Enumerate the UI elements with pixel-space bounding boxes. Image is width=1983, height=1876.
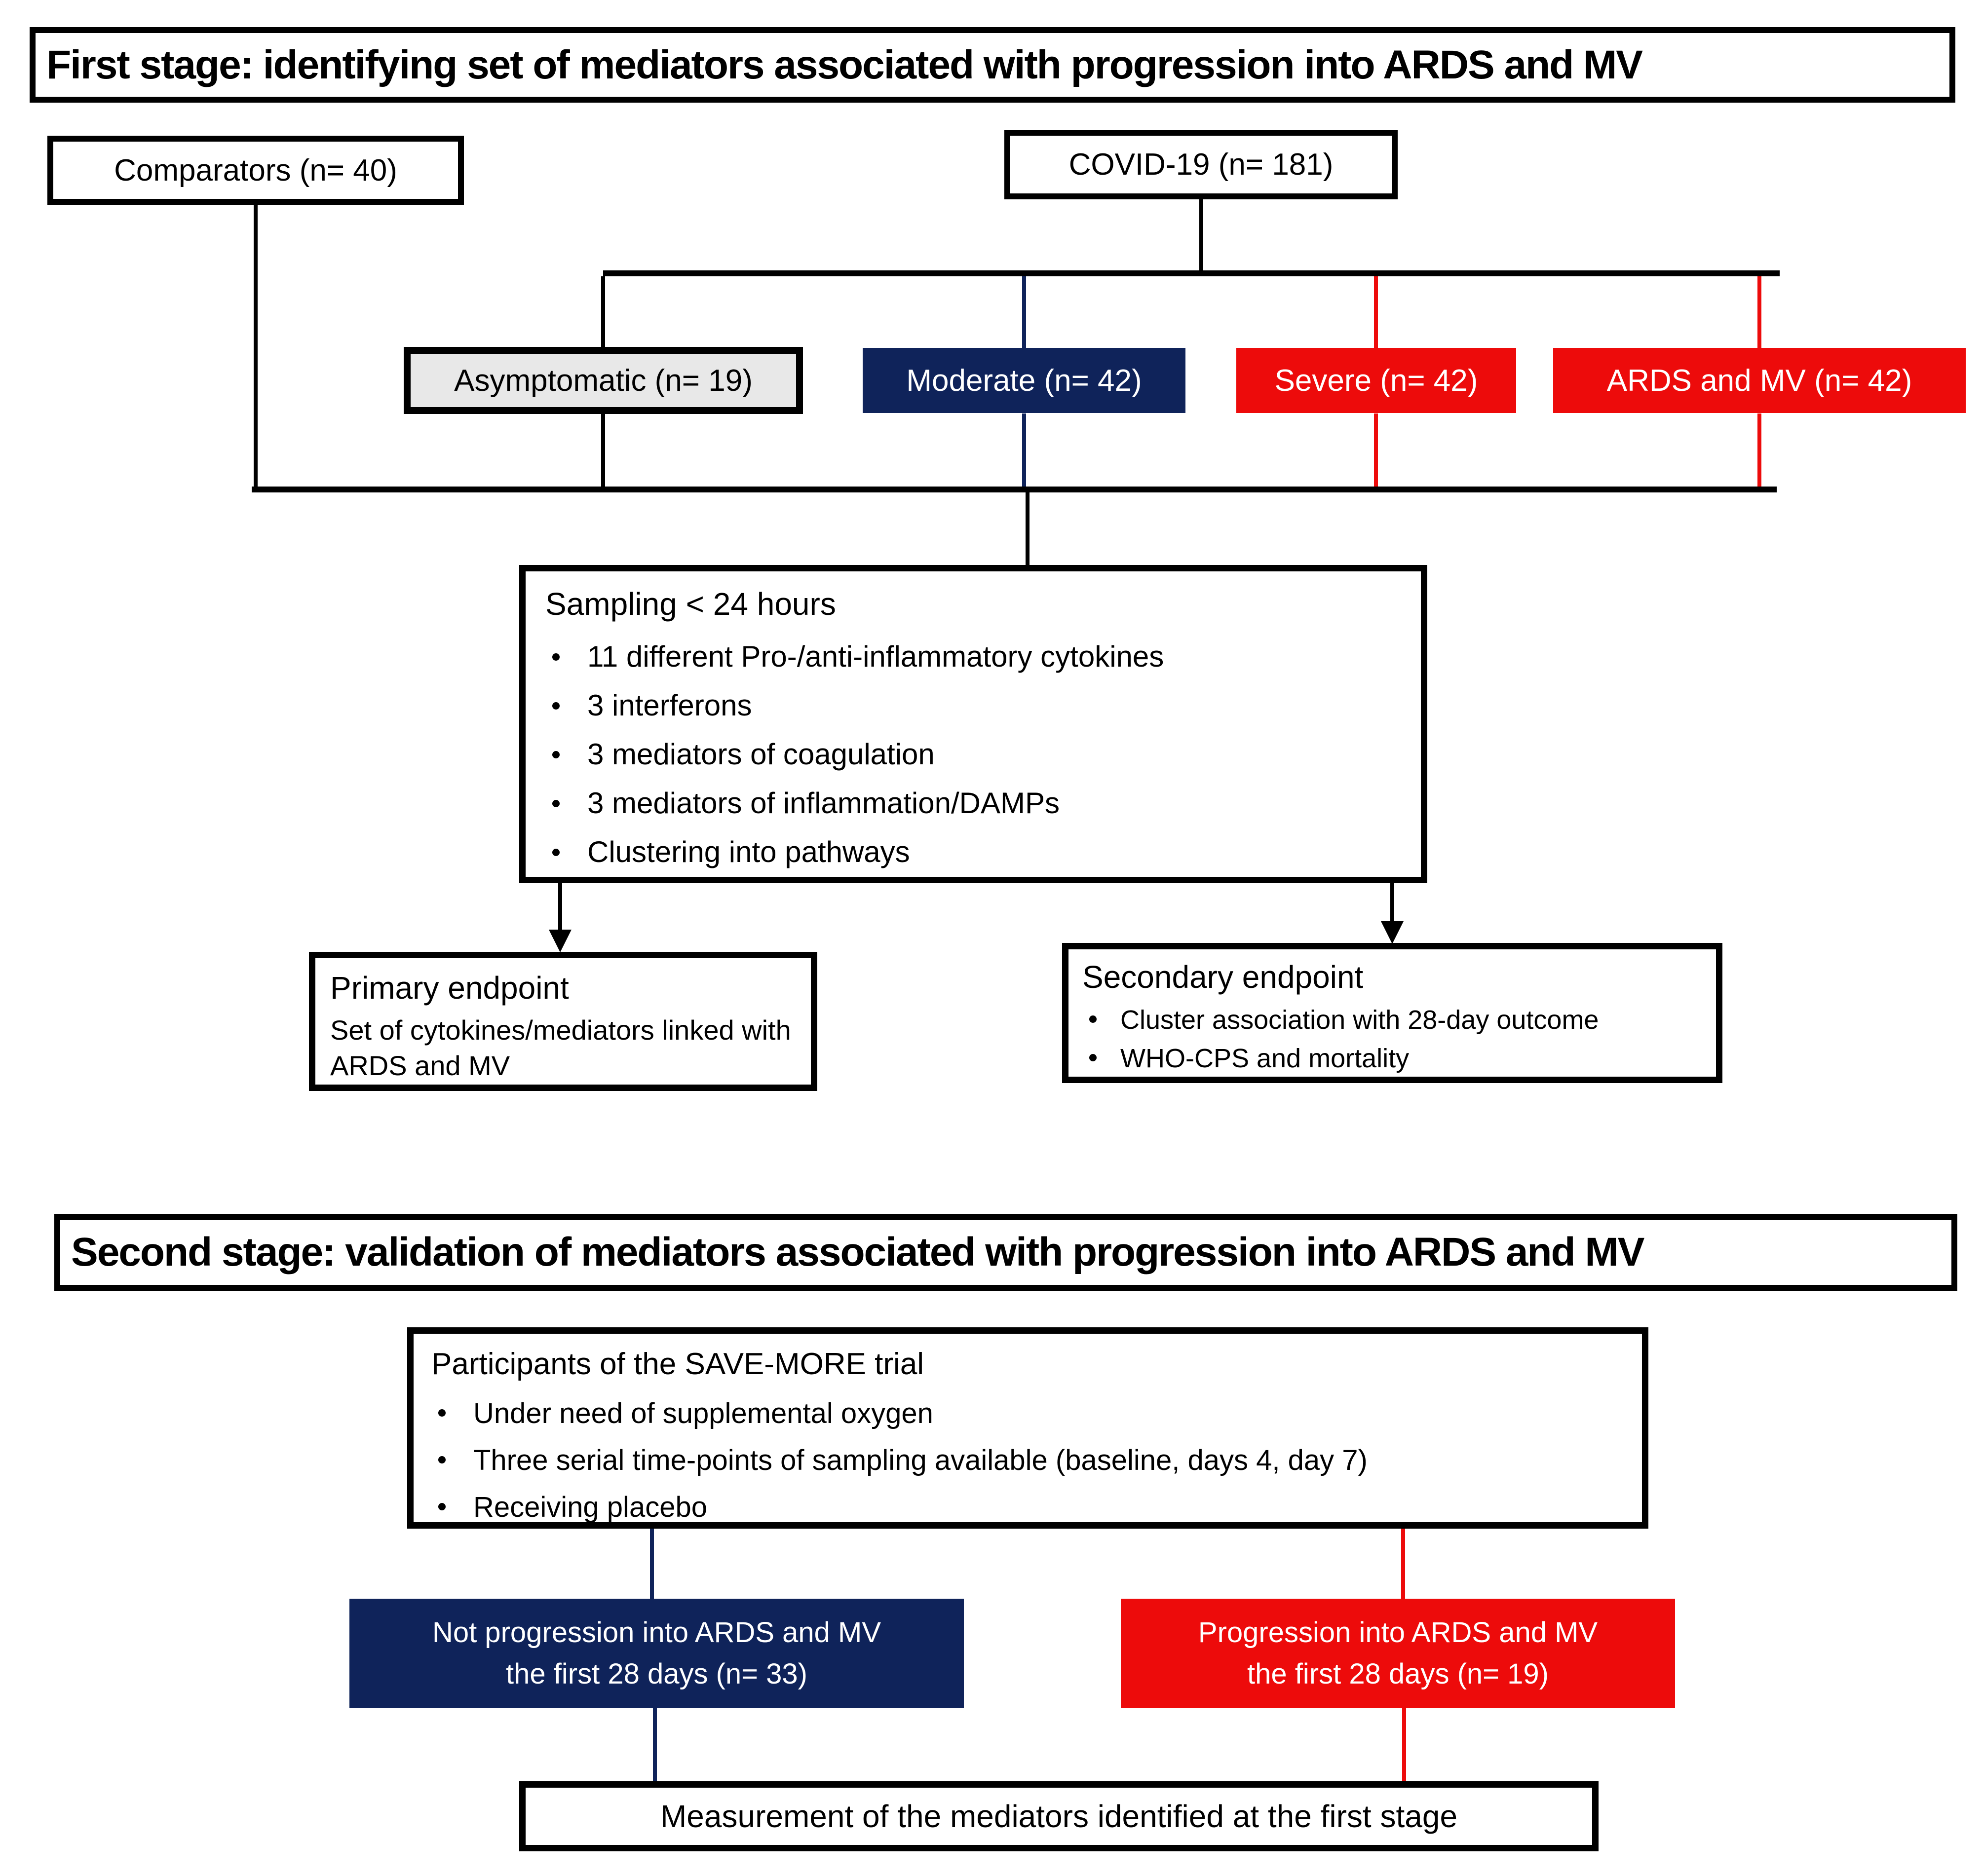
sampling-bullet-4: 3 mediators of inflammation/DAMPs (587, 786, 1060, 820)
sampling-bullet-5: Clustering into pathways (587, 835, 910, 868)
bullet-icon (438, 1503, 446, 1510)
secondary-bullet-1: Cluster association with 28-day outcome (1120, 1005, 1599, 1035)
sampling-box (519, 565, 1427, 883)
bullet-icon (1089, 1015, 1097, 1023)
not-progression-line2: the first 28 days (n= 33) (506, 1658, 807, 1690)
primary-endpoint-title: Primary endpoint (330, 970, 569, 1006)
progression-line2: the first 28 days (n= 19) (1247, 1658, 1549, 1690)
connector-merge-bar (252, 487, 1777, 492)
bullet-icon (552, 653, 560, 661)
measurement-label: Measurement of the mediators identified at the first stage (660, 1799, 1458, 1834)
primary-endpoint-body: Set of cytokines/mediators linked with ARDS and MV (330, 1014, 791, 1082)
bullet-icon (438, 1456, 446, 1463)
group-moderate-label: Moderate (n= 42) (906, 363, 1142, 398)
bullet-icon (552, 702, 560, 710)
not-progression-line1: Not progression into ARDS and MV (432, 1616, 881, 1649)
connector-to-sampling (1026, 492, 1030, 565)
measurement-box (519, 1781, 1599, 1851)
connector-to-ards-mv (1757, 276, 1761, 348)
connector-to-severe (1374, 276, 1378, 348)
connector-to-asymptomatic (601, 276, 605, 348)
arrow-to-secondary-head (1381, 921, 1404, 944)
bullet-icon (438, 1409, 446, 1417)
list-item (431, 1444, 1624, 1477)
group-asymptomatic-label: Asymptomatic (n= 19) (454, 363, 753, 398)
covid-box (1004, 130, 1398, 199)
list-item (431, 1491, 1624, 1524)
bullet-icon (552, 751, 560, 758)
comparators-box (47, 136, 464, 205)
group-severe-label: Severe (n= 42) (1274, 363, 1478, 398)
connector-participants-to-notprogression (650, 1529, 654, 1600)
progression-line1: Progression into ARDS and MV (1198, 1616, 1598, 1649)
sampling-bullet-2: 3 interferons (587, 688, 752, 722)
bullet-icon (552, 849, 560, 856)
list-item (545, 688, 1401, 722)
stage2-title-box (54, 1214, 1957, 1291)
stage2-title: Second stage: validation of mediators associated with progression into ARDS and MV (71, 1230, 1644, 1275)
progression-box (1121, 1599, 1675, 1708)
connector-asymptomatic-down (601, 413, 605, 490)
secondary-endpoint-title: Secondary endpoint (1082, 959, 1364, 995)
list-item (545, 786, 1401, 820)
connector-comparators-down (254, 204, 258, 490)
bullet-icon (552, 800, 560, 807)
secondary-bullet-2: WHO-CPS and mortality (1120, 1043, 1410, 1073)
stage1-title: First stage: identifying set of mediators associated with progression into ARDS and MV (46, 42, 1642, 87)
primary-endpoint-box (309, 952, 817, 1091)
participants-bullet-3: Receiving placebo (473, 1491, 707, 1523)
list-item (1082, 1043, 1702, 1074)
connector-branch-bar-top (603, 270, 1780, 276)
connector-ards-mv-down (1757, 413, 1761, 490)
list-item (1082, 1005, 1702, 1035)
participants-bullet-2: Three serial time-points of sampling available (baseline, days 4, day 7) (473, 1444, 1368, 1476)
list-item (545, 737, 1401, 771)
bullet-icon (1089, 1054, 1097, 1061)
participants-bullet-1: Under need of supplemental oxygen (473, 1397, 933, 1430)
sampling-title: Sampling < 24 hours (545, 586, 836, 622)
group-moderate-box (863, 348, 1185, 413)
covid-label: COVID-19 (n= 181) (1068, 148, 1334, 182)
comparators-label: Comparators (n= 40) (114, 153, 397, 188)
connector-progression-to-measurement (1402, 1708, 1406, 1782)
list-item (431, 1397, 1624, 1430)
participants-title: Participants of the SAVE-MORE trial (431, 1347, 924, 1381)
connector-participants-to-progression (1401, 1529, 1405, 1600)
sampling-bullet-1: 11 different Pro-/anti-inflammatory cytokines (587, 639, 1164, 673)
group-ards-mv-label: ARDS and MV (n= 42) (1606, 363, 1912, 398)
connector-covid-down (1199, 198, 1203, 273)
list-item (545, 639, 1401, 674)
group-ards-mv-box (1553, 348, 1966, 413)
group-asymptomatic-box (404, 347, 803, 414)
connector-moderate-down (1022, 413, 1026, 490)
arrow-to-secondary-shaft (1390, 883, 1394, 927)
connector-notprogression-to-measurement (653, 1708, 657, 1782)
secondary-endpoint-box (1062, 943, 1722, 1083)
participants-box (407, 1327, 1648, 1529)
connector-severe-down (1374, 413, 1378, 490)
arrow-to-primary-head (549, 930, 572, 952)
stage1-title-box (30, 27, 1955, 103)
arrow-to-primary-shaft (558, 883, 562, 936)
list-item (545, 835, 1401, 869)
not-progression-box (349, 1599, 964, 1708)
group-severe-box (1236, 348, 1516, 413)
connector-to-moderate (1022, 276, 1026, 349)
sampling-bullet-3: 3 mediators of coagulation (587, 737, 935, 771)
